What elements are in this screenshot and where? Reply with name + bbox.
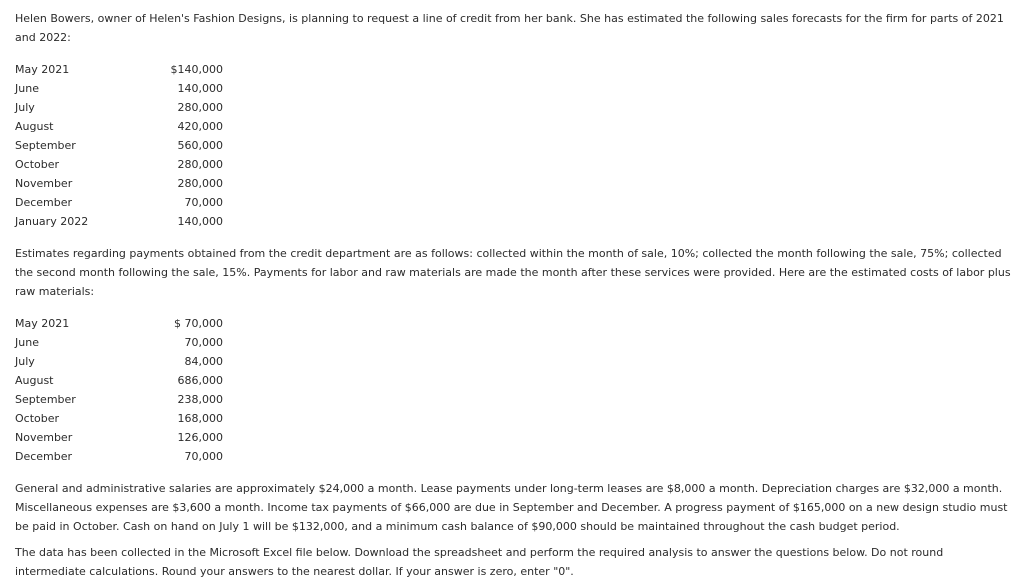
month-cell: May 2021 [15,63,70,76]
instructions-paragraph: The data has been collected in the Microsoft Excel file below. Download the spreadsheet and perform the required analysis to answer the questions below. Do not round intermediate calculations. Round your answers to the nearest dollar. If your answer is zero, enter "0". [15,546,944,578]
table-row [15,98,223,117]
table-row [15,193,223,212]
amount-cell: 70,000 [184,336,223,349]
table-row [15,428,223,447]
amount-cell: 140,000 [177,82,223,95]
amount-cell: 280,000 [177,158,223,171]
table-row [15,155,223,174]
month-cell: August [15,374,54,387]
month-cell: October [15,412,60,425]
amount-cell: $ 70,000 [174,317,223,330]
labor-costs-block [15,314,1013,466]
table-row [15,390,223,409]
table-row [15,333,223,352]
month-cell: December [15,196,73,209]
month-cell: November [15,431,73,444]
month-cell: July [15,355,35,368]
amount-cell: 280,000 [177,177,223,190]
problem-statement [15,9,1013,581]
labor-costs-table [15,314,223,466]
month-cell: October [15,158,60,171]
month-cell: November [15,177,73,190]
month-cell: September [15,393,76,406]
amount-cell: 140,000 [177,215,223,228]
sales-forecast-block [15,60,1013,231]
amount-cell: 70,000 [184,450,223,463]
amount-cell: 70,000 [184,196,223,209]
expenses-paragraph: General and administrative salaries are approximately $24,000 a month. Lease payments under long-term leases are $8,000 a month. Depreciation charges are $32,000 a month. Miscellaneous expenses are $3,600 a month. Income tax payments of $66,000 are due in September and December. A progress payment of $165,000 on a new design studio must be paid in October. Cash on hand on July 1 will be $132,000, and a minimum cash balance of $90,000 should be maintained throughout the cash budget period. [15,482,1008,533]
table-row [15,314,223,333]
table-row [15,79,223,98]
table-row [15,371,223,390]
month-cell: January 2022 [15,215,89,228]
month-cell: August [15,120,54,133]
month-cell: June [15,82,39,95]
table-row [15,136,223,155]
amount-cell: 420,000 [177,120,223,133]
table-row [15,212,223,231]
amount-cell: 84,000 [184,355,223,368]
month-cell: May 2021 [15,317,70,330]
amount-cell: $140,000 [170,63,223,76]
intro-paragraph: Helen Bowers, owner of Helen's Fashion Designs, is planning to request a line of credit from her bank. She has estimated the following sales forecasts for the firm for parts of 2021 and 2022: [15,12,1004,44]
table-row [15,352,223,371]
amount-cell: 280,000 [177,101,223,114]
month-cell: July [15,101,35,114]
amount-cell: 686,000 [177,374,223,387]
amount-cell: 560,000 [177,139,223,152]
table-row [15,117,223,136]
month-cell: September [15,139,76,152]
sales-forecast-table [15,60,223,231]
month-cell: December [15,450,73,463]
amount-cell: 238,000 [177,393,223,406]
collections-paragraph: Estimates regarding payments obtained from the credit department are as follows: collected within the month of sale, 10%; collected the month following the sale, 75%; collected the second month following the sale, 15%. Payments for labor and raw materials are made the month after these services were provided. Here are the estimated costs of labor plus raw materials: [15,247,1011,298]
month-cell: June [15,336,39,349]
amount-cell: 168,000 [177,412,223,425]
table-row [15,60,223,79]
table-row [15,409,223,428]
table-row [15,174,223,193]
amount-cell: 126,000 [177,431,223,444]
table-row [15,447,223,466]
